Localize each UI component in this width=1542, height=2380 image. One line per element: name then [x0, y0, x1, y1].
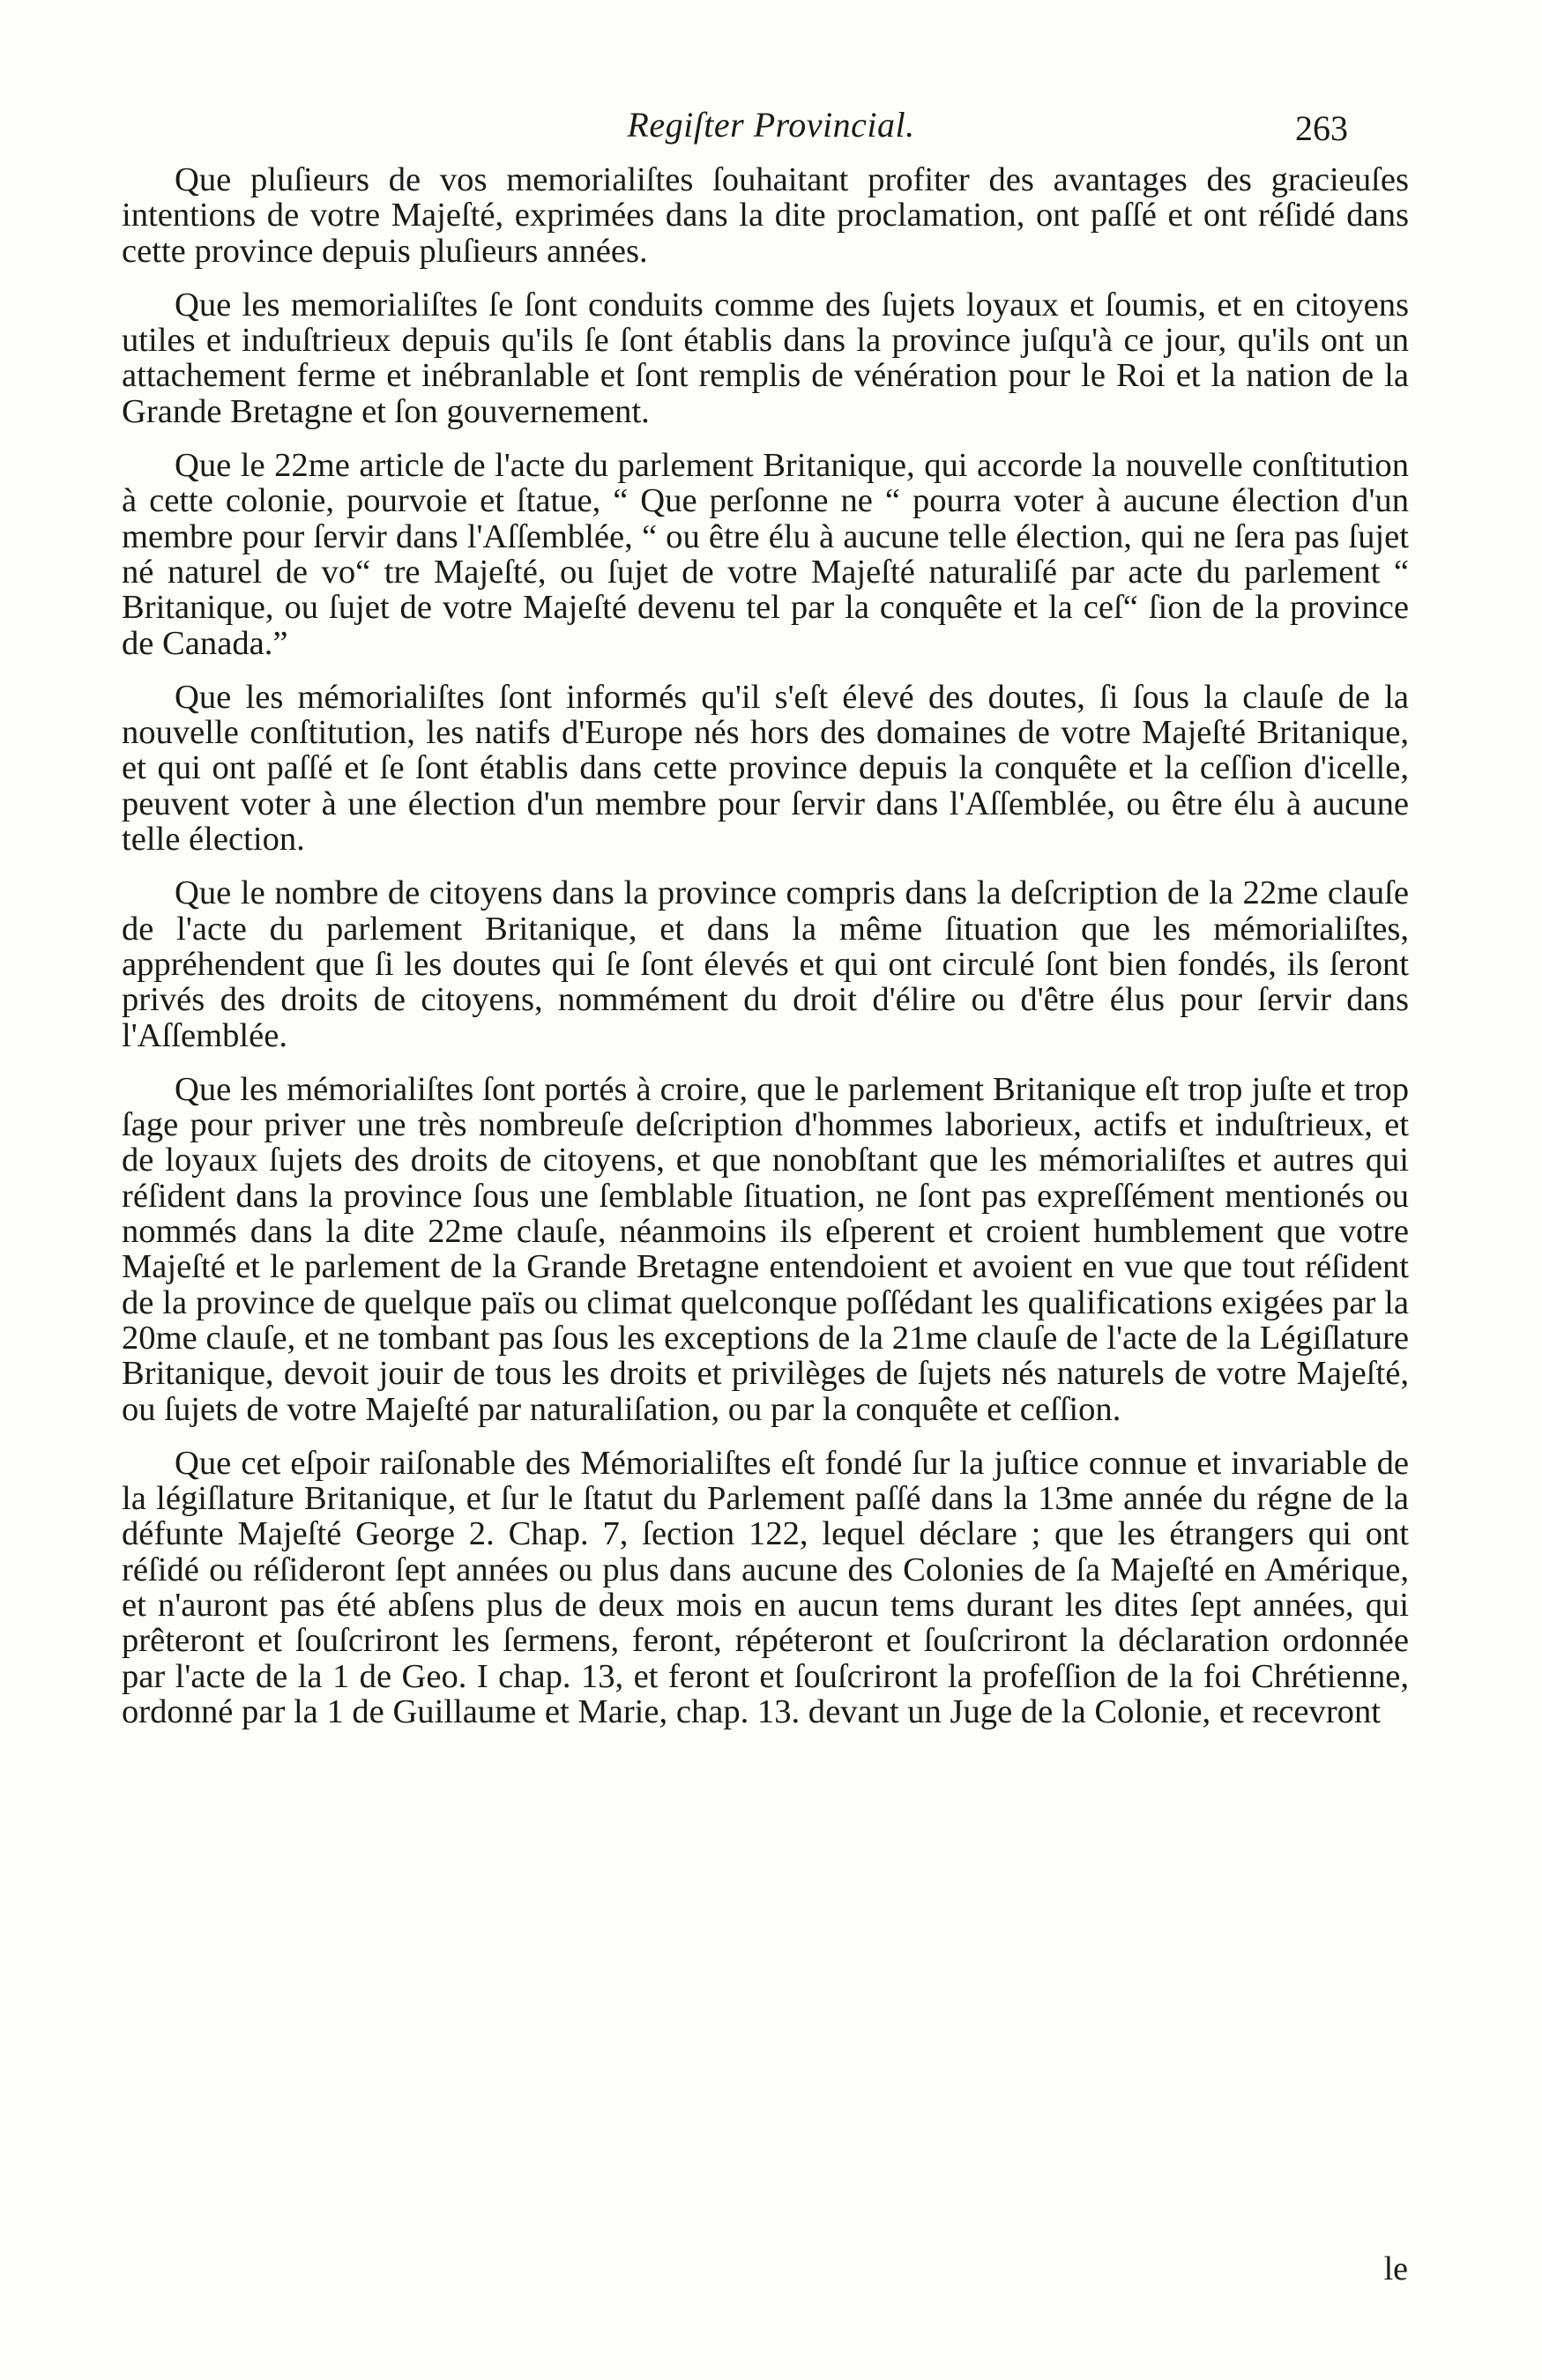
paragraph-6: Que les mémorialiſtes ſont portés à croire, que le parlement Britanique eſt trop juſte et trop ſage pour priver une très nombreuſe deſcription d'hommes laborieux, actifs et induſtrieux, et de loyaux ſujets des droits de citoyens, et que nonobſtant que les mémorialiſtes et autres qui réſident dans la province ſous une ſemblable ſituation, ne ſont pas expreſſément mentionés ou nommés dans la dite 22me clauſe, néanmoins ils eſperent et croient humblement que votre Majeſté et le parlement de la Grande Bretagne entendoient et avoient en vue que tout réſident de la province de quelque païs ou climat quelconque poſſédant les qualifications exigées par la 20me clauſe, et ne tombant pas ſous les exceptions de la 21me clauſe de l'acte de la Légiſlature Britanique, devoit jouir de tous les droits et privilèges de ſujets nés naturels de votre Majeſté, ou ſujets de votre Majeſté par naturaliſation, ou par la conquête et ceſſion. [122, 1070, 1409, 1428]
paragraph-3: Que le 22me article de l'acte du parlement Britanique, qui accorde la nouvelle conſtitution à cette colonie, pourvoie et ſtatue, “ Que perſonne ne “ pourra voter à aucune élection d'un membre pour ſervir dans l'Aſſemblée, “ ou être élu à aucune telle élection, qui ne ſera pas ſujet né naturel de vo“ tre Majeſté, ou ſujet de votre Majeſté naturaliſé par acte du parlement “ Britanique, ou ſujet de votre Majeſté devenu tel par la conquête et la ceſ“ ſion de la province de Canada.” [122, 447, 1409, 662]
paragraph-1: Que pluſieurs de vos memorialiſtes ſouhaitant profiter des avantages des gracieuſes intentions de votre Majeſté, exprimées dans la dite proclamation, ont paſſé et ont réſidé dans cette province depuis pluſieurs années. [122, 161, 1409, 270]
paragraph-2: Que les memorialiſtes ſe ſont conduits comme des ſujets loyaux et ſoumis, et en citoyens utiles et induſtrieux depuis qu'ils ſe ſont établis dans la province juſqu'à ce jour, qu'ils ont un attachement ferme et inébranlable et ſont remplis de vénération pour le Roi et la nation de la Grande Bretagne et ſon gouvernement. [122, 286, 1409, 430]
page-number: 263 [1295, 108, 1348, 148]
running-head [0, 104, 1542, 157]
catchword: le [1383, 2250, 1408, 2287]
paragraph-5: Que le nombre de citoyens dans la province compris dans la deſcription de la 22me clauſe de l'acte du parlement Britanique, et dans la même ſituation que les mémorialiſtes, appréhendent que ſi les doutes qui ſe ſont élevés et qui ont circulé ſont bien fondés, ils ſeront privés des droits de citoyens, nommément du droit d'élire ou d'être élus pour ſervir dans l'Aſſemblée. [122, 874, 1409, 1054]
running-title: Regiſter Provincial. [627, 105, 915, 145]
paragraph-7: Que cet eſpoir raiſonable des Mémorialiſtes eſt fondé ſur la juſtice connue et invariable de la légiſlature Britanique, et ſur le ſtatut du Parlement paſſé dans la 13me année du régne de la défunte Majeſté George 2. Chap. 7, ſection 122, lequel déclare ; que les étrangers qui ont réſidé ou réſideront ſept années ou plus dans aucune des Colonies de ſa Majeſté en Amérique, et n'auront pas été abſens plus de deux mois en aucun tems durant les dites ſept années, qui prêteront et ſouſcriront les ſermens, feront, répéteront et ſouſcriront la déclaration ordonnée par l'acte de la 1 de Geo. I chap. 13, et feront et ſouſcriront la profeſſion de la foi Chrétienne, ordonné par la 1 de Guillaume et Marie, chap. 13. devant un Juge de la Colonie, et recevront [122, 1444, 1409, 1730]
paragraph-4: Que les mémorialiſtes ſont informés qu'il s'eſt élevé des doutes, ſi ſous la clauſe de la nouvelle conſtitution, les natifs d'Europe nés hors des domaines de votre Majeſté Britanique, et qui ont paſſé et ſe ſont établis dans cette province depuis la conquête et la ceſſion d'icelle, peuvent voter à une élection d'un membre pour ſervir dans l'Aſſemblée, ou être élu à aucune telle élection. [122, 678, 1409, 859]
body-text [122, 162, 1409, 1729]
